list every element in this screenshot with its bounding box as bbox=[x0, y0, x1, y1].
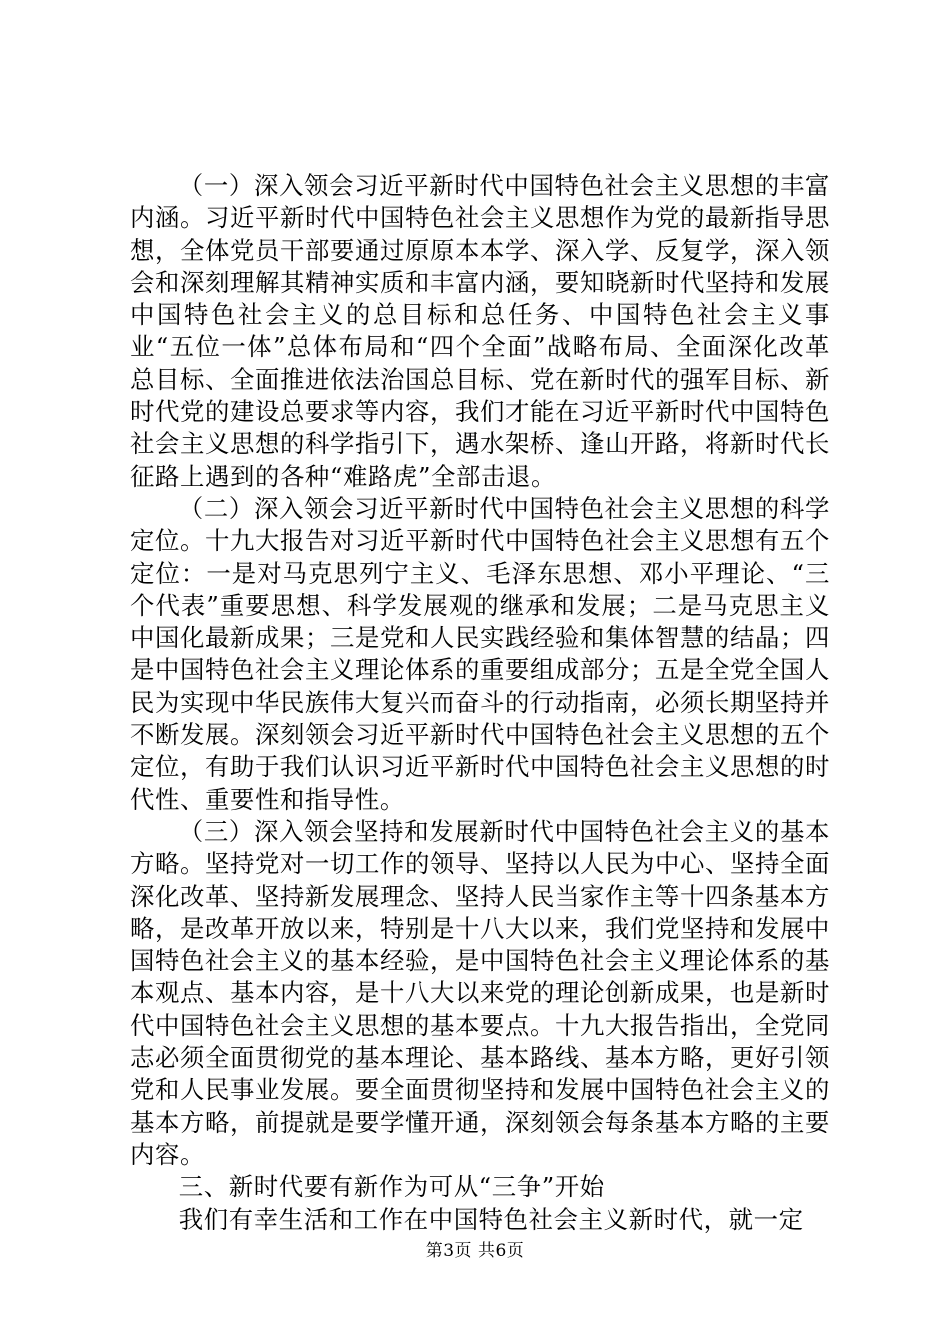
document-body bbox=[130, 170, 830, 1236]
paragraph-1: （一）深入领会习近平新时代中国特色社会主义思想的丰富内涵。习近平新时代中国特色社会主义思想作为党的最新指导思想，全体党员干部要通过原原本本学、深入学、反复学，深入领会和深刻理解其精神实质和丰富内涵，要知晓新时代坚持和发展中国特色社会主义的总目标和总任务、中国特色社会主义事业“五位一体”总体布局和“四个全面”战略布局、全面深化改革总目标、全面推进依法治国总目标、党在新时代的强军目标、新时代党的建设总要求等内容，我们才能在习近平新时代中国特色社会主义思想的科学指引下，遇水架桥、逢山开路，将新时代长征路上遇到的各种“难路虎”全部击退。 bbox=[130, 171, 830, 491]
paragraph-4: 我们有幸生活和工作在中国特色社会主义新时代，就一定 bbox=[178, 1204, 804, 1234]
paragraph-2: （二）深入领会习近平新时代中国特色社会主义思想的科学定位。十九大报告对习近平新时代中国特色社会主义思想有五个定位：一是对马克思列宁主义、毛泽东思想、邓小平理论、“三个代表”重要思想、科学发展观的继承和发展；二是马克思主义中国化最新成果；三是党和人民实践经验和集体智慧的结晶；四是中国特色社会主义理论体系的重要组成部分；五是全党全国人民为实现中华民族伟大复兴而奋斗的行动指南，必须长期坚持并不断发展。深刻领会习近平新时代中国特色社会主义思想的五个定位，有助于我们认识习近平新时代中国特色社会主义思想的时代性、重要性和指导性。 bbox=[130, 493, 830, 814]
page-footer: 第3页 共6页 bbox=[425, 1241, 525, 1261]
paragraph-3: （三）深入领会坚持和发展新时代中国特色社会主义的基本方略。坚持党对一切工作的领导、坚持以人民为中心、坚持全面深化改革、坚持新发展理念、坚持人民当家作主等十四条基本方略，是改革开放以来，特别是十八大以来，我们党坚持和发展中国特色社会主义的基本经验，是中国特色社会主义理论体系的基本观点、基本内容，是十八大以来党的理论创新成果，也是新时代中国特色社会主义思想的基本要点。十九大报告指出，全党同志必须全面贯彻党的基本理论、基本路线、基本方略，更好引领党和人民事业发展。要全面贯彻坚持和发展中国特色社会主义的基本方略，前提就是要学懂开通，深刻领会每条基本方略的主要内容。 bbox=[130, 816, 830, 1169]
section-heading: 三、新时代要有新作为可从“三争”开始 bbox=[178, 1172, 605, 1202]
